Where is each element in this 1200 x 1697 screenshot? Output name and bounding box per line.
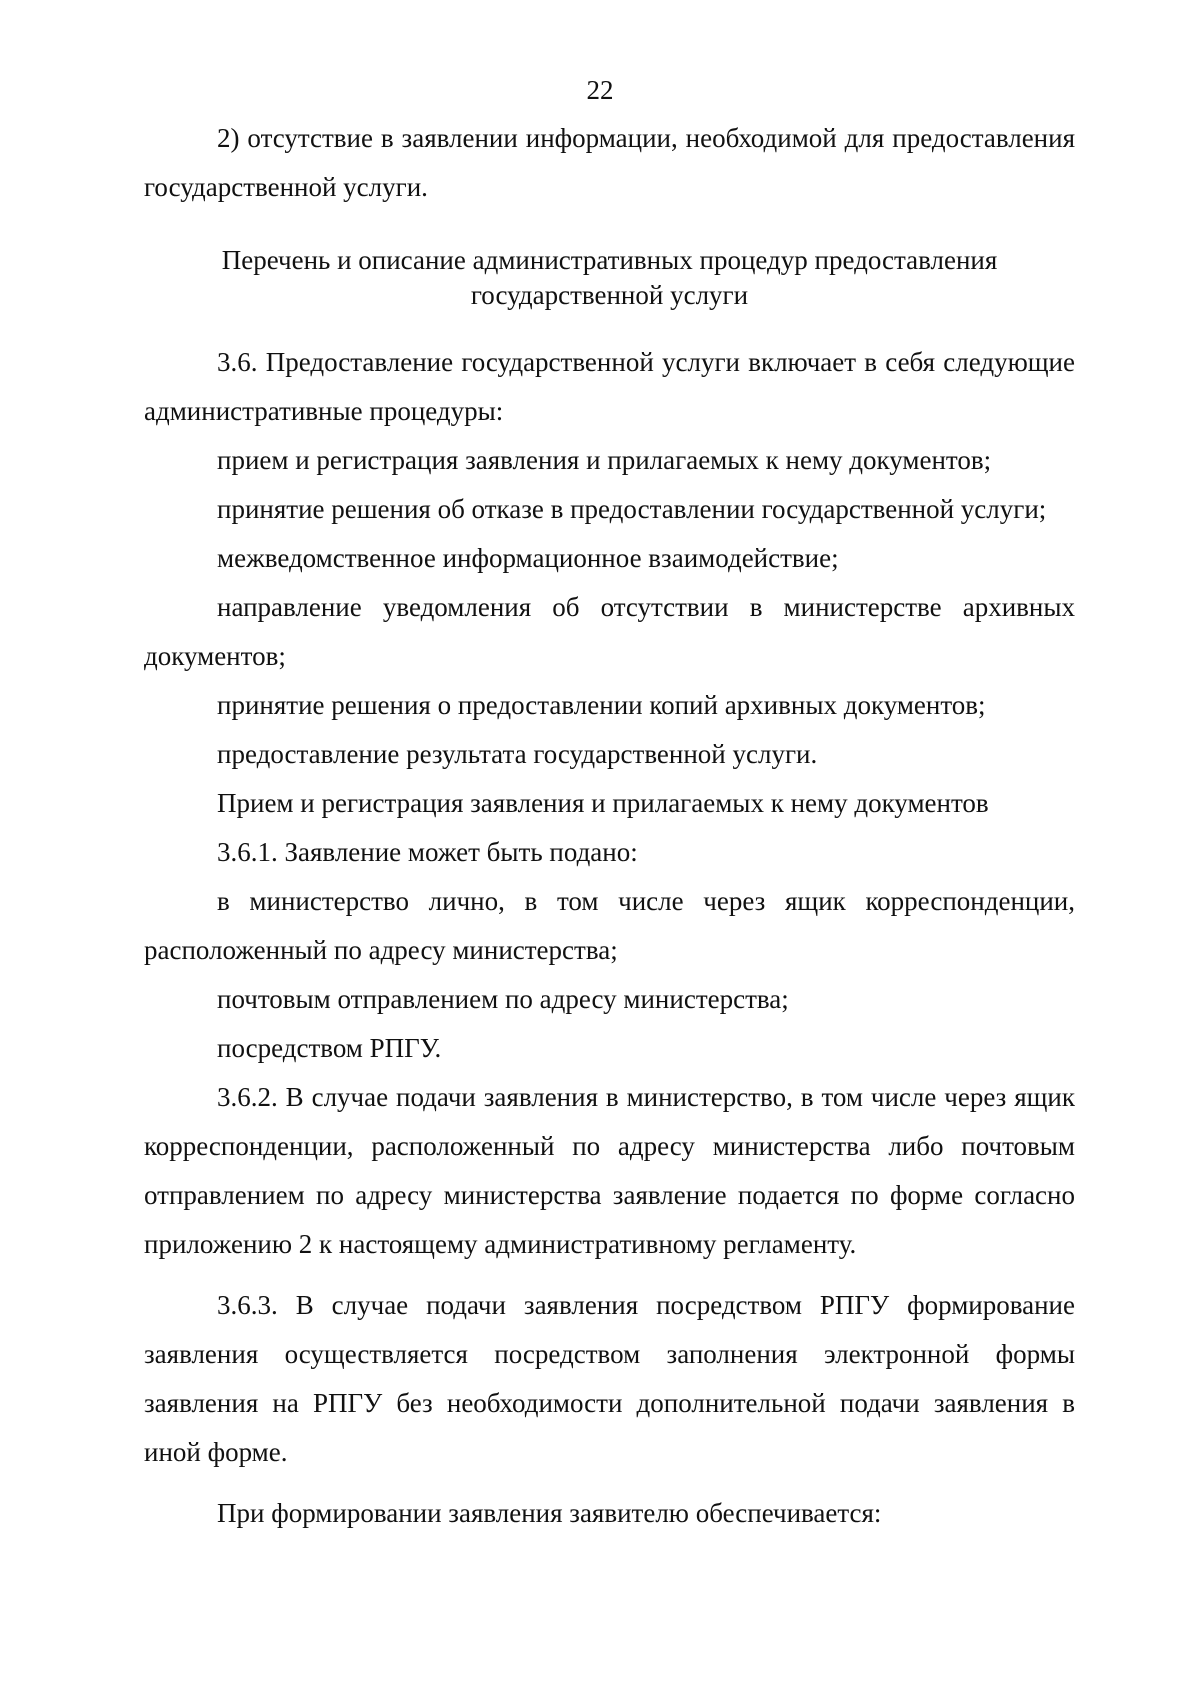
- list-item-result: предоставление результата государственной услуги.: [217, 739, 818, 769]
- document-body: [144, 114, 1075, 1538]
- list-item-by-mail: почтовым отправлением по адресу министерства;: [217, 984, 789, 1014]
- list-item-via-rpgu: посредством РПГУ.: [217, 1033, 442, 1063]
- spacer: [144, 1269, 1075, 1281]
- paragraph-3-6-2: 3.6.2. В случае подачи заявления в министерство, в том числе через ящик корреспонденции, расположенный по адресу министерства либо почтовым отправлением по адресу министерства заявление подается по форме согласно приложению 2 к настоящему административному регламенту.: [144, 1082, 1075, 1259]
- paragraph-missing-info: 2) отсутствие в заявлении информации, необходимой для предоставления государственной услуги.: [144, 123, 1075, 202]
- list-item-interagency: межведомственное информационное взаимодействие;: [217, 543, 839, 573]
- paragraph-3-6-1: 3.6.1. Заявление может быть подано:: [217, 837, 638, 867]
- paragraph-3-6-3: 3.6.3. В случае подачи заявления посредством РПГУ формирование заявления осуществляется посредством заполнения электронной формы заявления на РПГУ без необходимости дополнительной подачи заявления в иной форме.: [144, 1290, 1075, 1467]
- page-number: 22: [586, 75, 614, 105]
- paragraph-form-provision: При формировании заявления заявителю обеспечивается:: [217, 1498, 882, 1528]
- paragraph-3-6: 3.6. Предоставление государственной услуги включает в себя следующие административные процедуры:: [144, 347, 1075, 426]
- list-item-refusal-decision: принятие решения об отказе в предоставлении государственной услуги;: [217, 494, 1047, 524]
- section-heading: Перечень и описание административных процедур предоставления государственной услуги: [221, 245, 998, 310]
- subsection-title-reception: Прием и регистрация заявления и прилагаемых к нему документов: [217, 788, 989, 818]
- list-item-in-person: в министерство лично, в том числе через ящик корреспонденции, расположенный по адресу министерства;: [144, 886, 1075, 965]
- spacer: [144, 1477, 1075, 1489]
- list-item-reception: прием и регистрация заявления и прилагаемых к нему документов;: [217, 445, 992, 475]
- list-item-copies-decision: принятие решения о предоставлении копий архивных документов;: [217, 690, 986, 720]
- list-item-notification: направление уведомления об отсутствии в министерстве архивных документов;: [144, 592, 1075, 671]
